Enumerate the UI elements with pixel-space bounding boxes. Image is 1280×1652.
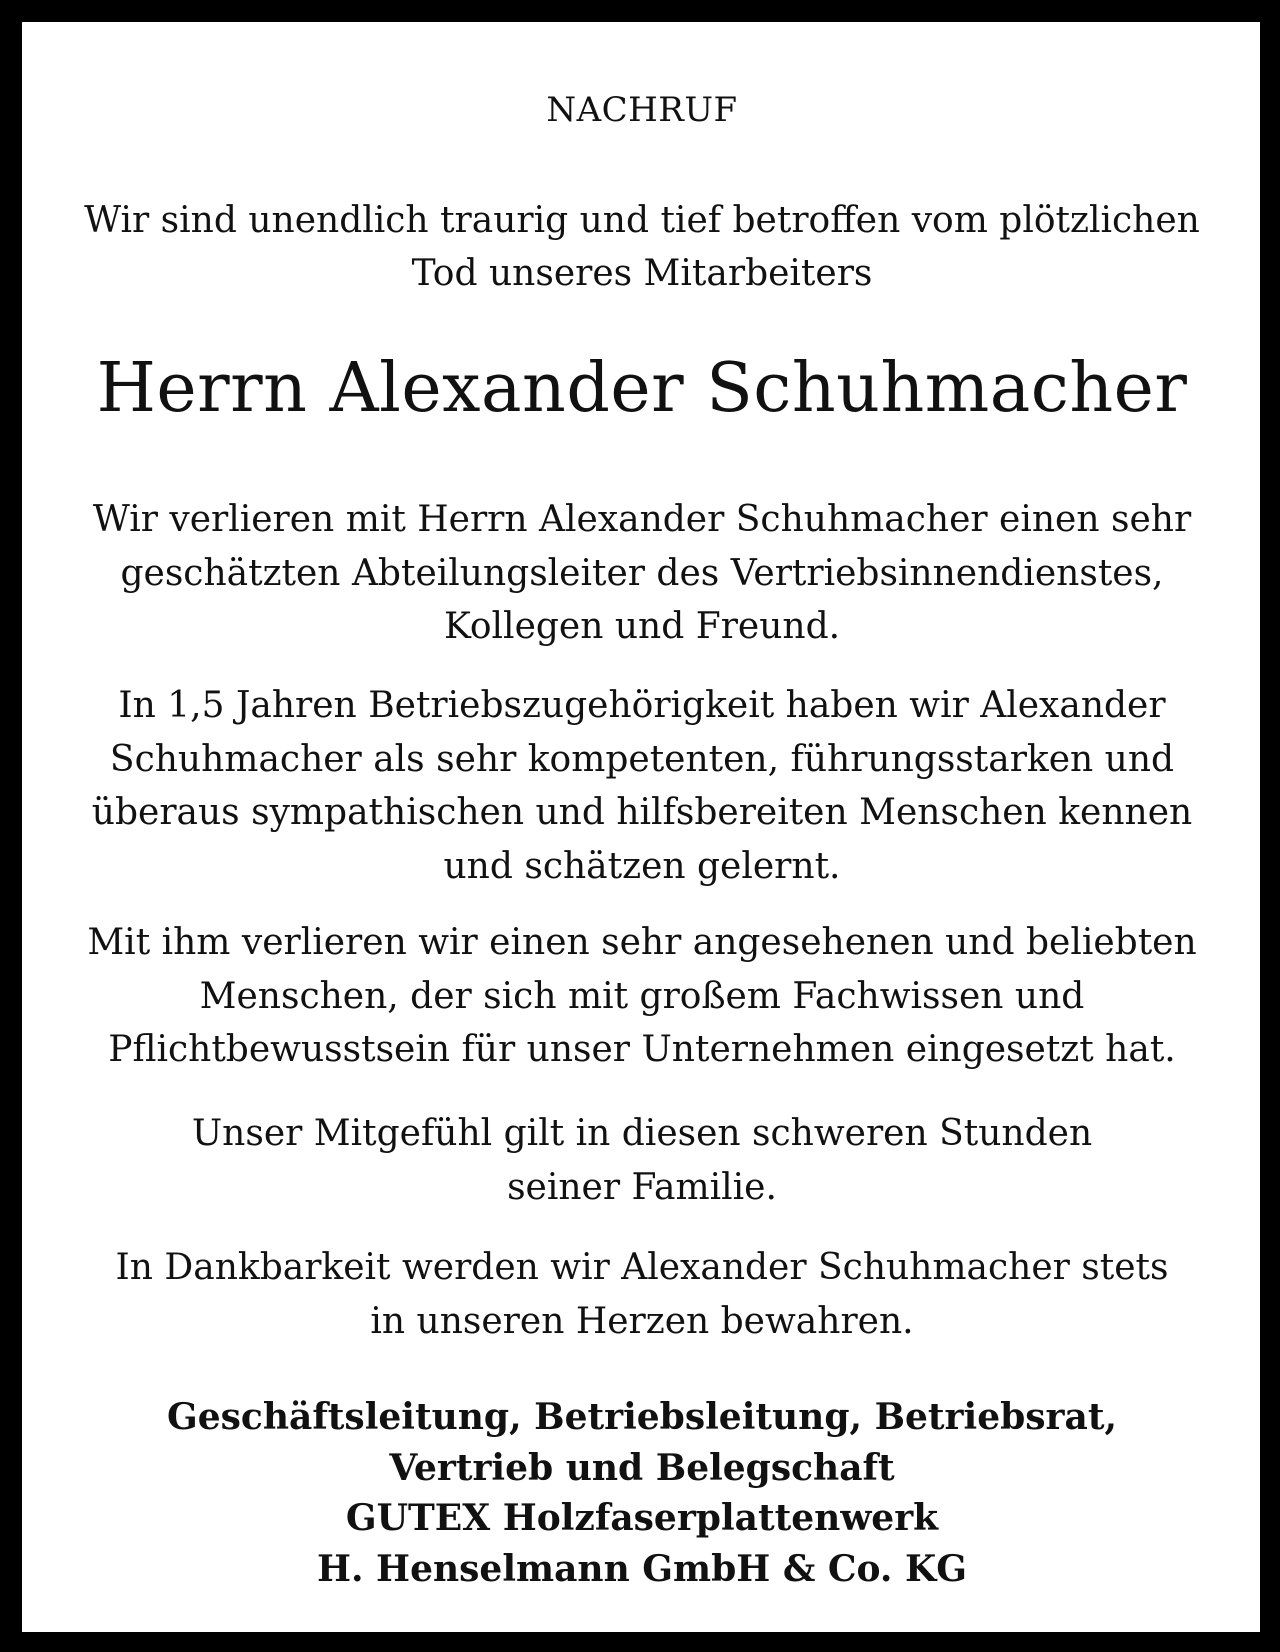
paragraph-tribute — [44, 493, 1240, 654]
paragraph-line: Unser Mitgefühl gilt in diesen schweren Stunden — [191, 1113, 1093, 1154]
paragraph-condolence — [44, 1107, 1240, 1214]
paragraph-line: Mit ihm verlieren wir einen sehr angesehenen und beliebten — [87, 922, 1197, 963]
intro-line: Tod unseres Mitarbeiters — [411, 253, 873, 294]
paragraph-line: Schuhmacher als sehr kompetenten, führungsstarken und — [109, 738, 1175, 780]
signature-line: Geschäftsleitung, Betriebsleitung, Betriebsrat, — [166, 1396, 1117, 1438]
paragraph-gratitude — [44, 1241, 1240, 1348]
paragraph-line: Menschen, der sich mit großem Fachwissen und — [199, 975, 1085, 1017]
paragraph-line: In Dankbarkeit werden wir Alexander Schuhmacher stets — [115, 1247, 1169, 1288]
intro-text — [44, 194, 1240, 300]
paragraph-line: In 1,5 Jahren Betriebszugehörigkeit haben wir Alexander — [118, 685, 1166, 726]
paragraph-character — [44, 916, 1240, 1077]
obituary-heading: NACHRUF — [546, 90, 738, 130]
paragraph-line: Pflichtbewusstsein für unser Unternehmen eingesetzt hat. — [108, 1029, 1176, 1070]
signature-line: Vertrieb und Belegschaft — [389, 1446, 895, 1489]
signature-block — [44, 1392, 1240, 1594]
paragraph-line: geschätzten Abteilungsleiter des Vertriebsinnendienstes, — [120, 552, 1164, 594]
paragraph-line: in unseren Herzen bewahren. — [370, 1300, 914, 1342]
intro-line: Wir sind unendlich traurig und tief betroffen vom plötzlichen — [84, 200, 1200, 241]
signature-line: GUTEX Holzfaserplattenwerk — [345, 1497, 939, 1539]
paragraph-tenure — [44, 679, 1240, 893]
paragraph-line: Kollegen und Freund. — [443, 606, 841, 647]
paragraph-line: überaus sympathischen und hilfsbereiten Menschen kennen — [91, 792, 1193, 833]
signature-line: H. Henselmann GmbH & Co. KG — [316, 1547, 968, 1590]
paragraph-line: Wir verlieren mit Herrn Alexander Schuhmacher einen sehr — [92, 499, 1192, 540]
paragraph-line: und schätzen gelernt. — [443, 845, 841, 887]
obituary-content — [44, 44, 1240, 1612]
paragraph-line: seiner Familie. — [507, 1166, 777, 1208]
deceased-name: Herrn Alexander Schuhmacher — [96, 349, 1188, 428]
